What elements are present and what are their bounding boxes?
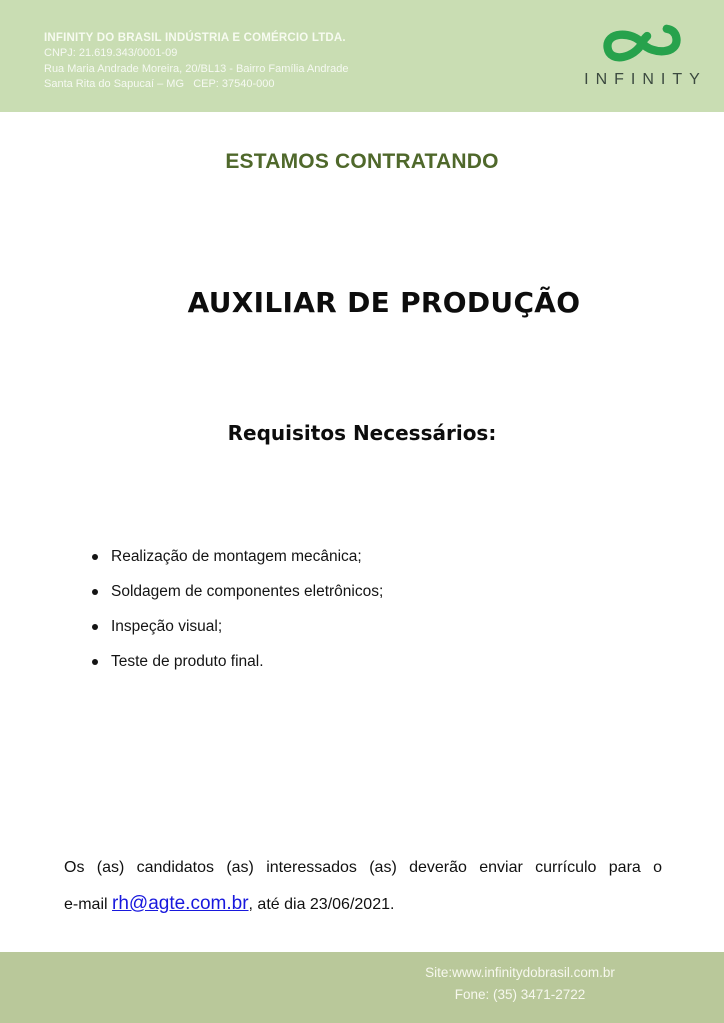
bullet-icon [92,659,98,665]
application-paragraph [64,858,662,917]
infinity-icon [596,12,688,73]
deadline-text: , até dia 23/06/2021. [248,896,395,913]
footer-contact [320,962,720,1006]
footer-site: Site:www.infinitydobrasil.com.br [425,965,615,980]
list-item [92,617,383,637]
company-cnpj: CNPJ: 21.619.343/0001-09 [44,47,178,59]
application-line1: Os (as) candidatos (as) interessados (as) deverão enviar currículo para o [64,859,662,876]
requirement-text: Soldagem de componentes eletrônicos; [111,583,384,600]
company-name: INFINITY DO BRASIL INDÚSTRIA E COMÉRCIO LTDA. [44,32,346,44]
footer-phone: Fone: (35) 3471-2722 [454,987,586,1002]
company-logo [570,18,714,89]
list-item [92,582,383,602]
footer-bar [0,952,724,1023]
email-link[interactable]: rh@agte.com.br [112,893,249,914]
company-address: Rua Maria Andrade Moreira, 20/BL13 - Bairro Família Andrade [44,62,349,75]
brand-name: INFINITY [584,71,707,88]
requirement-text: Realização de montagem mecânica; [111,548,362,565]
list-item [92,652,383,672]
requirements-list [92,547,383,687]
email-prefix-text: e-mail [64,896,113,913]
list-item [92,547,383,567]
requirements-heading: Requisitos Necessários: [227,421,497,445]
requirement-text: Inspeção visual; [111,618,223,635]
bullet-icon [92,589,98,595]
requirement-text: Teste de produto final. [111,653,264,670]
header-bar [0,0,724,112]
application-line2 [64,892,662,917]
hiring-banner: ESTAMOS CONTRATANDO [225,150,499,173]
bullet-icon [92,554,98,560]
job-title: AUXILIAR DE PRODUÇÃO [187,286,581,319]
company-city-cep: Santa Rita do Sapucaí – MG CEP: 37540-000 [44,78,275,90]
company-info [44,30,349,93]
bullet-icon [92,624,98,630]
